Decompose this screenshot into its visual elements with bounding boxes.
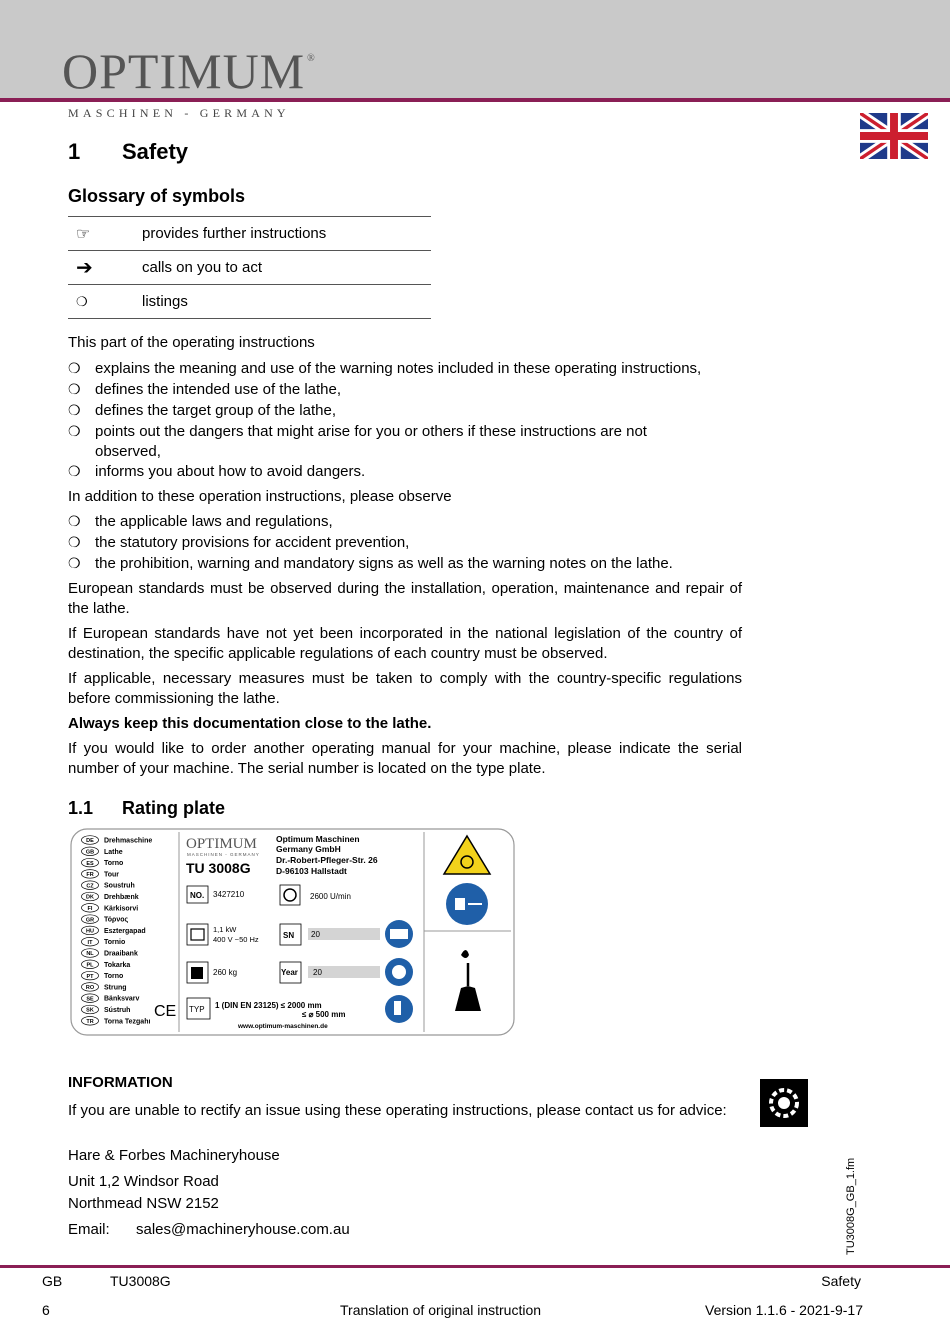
language-name: Drehbænk (104, 894, 139, 901)
list-item: ❍ points out the dangers that might arise for you or others if these instructions are not observed, (68, 423, 647, 460)
language-name: Sústruh (104, 1007, 131, 1014)
language-code: GB (85, 849, 95, 856)
language-code: FI (87, 906, 93, 912)
glossary-text: calls on you to act (142, 251, 431, 285)
circle-bullet-icon: ❍ (68, 285, 142, 319)
footer-rule (0, 1265, 950, 1268)
language-code: DK (86, 894, 94, 901)
hand-pointing-icon: ☞ (68, 217, 142, 251)
glossary-row (68, 251, 431, 285)
page-number: 6 (42, 1302, 50, 1318)
circle-bullet-icon: ❍ (68, 381, 81, 397)
list-item: ❍ defines the intended use of the lathe, (68, 381, 342, 398)
language-name: Draaibank (104, 950, 138, 958)
language-name: Τόρνος (104, 916, 129, 924)
plate-sn-label: SN (283, 931, 295, 940)
plate-typ-value: 1 (DIN EN 23125) ≤ 2000 mm (215, 1001, 322, 1010)
language-code: CZ (86, 883, 94, 890)
circle-bullet-icon: ❍ (68, 423, 81, 439)
information-heading: INFORMATION (68, 1074, 173, 1091)
brand-logo: OPTIMUM ® (62, 43, 316, 99)
list-item: ❍ the statutory provisions for accident prevention, (68, 534, 410, 551)
plate-url: www.optimum-maschinen.de (238, 1023, 328, 1030)
footer-model: TU3008G (110, 1273, 171, 1289)
language-name: Soustruh (104, 882, 135, 890)
language-code: ES (86, 860, 94, 867)
section-heading: 1 Safety (68, 139, 189, 164)
glossary-text: provides further instructions (142, 217, 431, 251)
plate-voltage: 400 V ~50 Hz (213, 935, 259, 944)
arrow-right-icon: ➔ (68, 251, 142, 285)
contact-email-row (68, 1220, 742, 1240)
email-label: Email: (68, 1221, 110, 1238)
plate-year-value: 20 (313, 968, 322, 977)
language-name: Torna Tezgahı (104, 1018, 151, 1026)
language-name: Tornio (104, 939, 126, 947)
plate-model: TU 3008G (186, 860, 251, 876)
plate-company-line: Optimum Maschinen (276, 834, 360, 844)
plate-company-line: Germany GmbH (276, 844, 341, 854)
plate-brand-sub: MASCHINEN - GERMANY (187, 852, 260, 857)
file-label: TU3008G_GB_1.fm (845, 1157, 857, 1255)
circle-bullet-icon: ❍ (68, 463, 81, 479)
language-code: GR (85, 917, 95, 924)
language-name: Tokarka (104, 961, 131, 969)
circle-bullet-icon: ❍ (68, 534, 81, 550)
footer-section: Safety (821, 1273, 861, 1289)
language-code: RO (85, 985, 95, 992)
plate-typ-value: ≤ ⌀ 500 mm (302, 1010, 346, 1019)
plate-power: 1,1 kW (213, 925, 237, 934)
language-code: SK (86, 1007, 94, 1014)
list-item: ❍ explains the meaning and use of the warning notes included in these operating instructions, (68, 360, 702, 377)
intro-text-2: In addition to these operation instructions, please observe (68, 488, 452, 505)
plate-typ-label: TYP (189, 1005, 205, 1014)
brand-tagline: MASCHINEN - GERMANY (68, 106, 290, 120)
language-name: Torno (104, 860, 124, 868)
plate-sn-value: 20 (311, 930, 320, 939)
circle-bullet-icon: ❍ (68, 360, 81, 376)
list-item: ❍ informs you about how to avoid dangers. (68, 463, 366, 480)
weight-icon (191, 967, 203, 979)
language-code: PT (86, 973, 94, 980)
language-name: Torno (104, 973, 124, 981)
language-code: IT (87, 939, 93, 946)
language-name: Tour (104, 871, 120, 879)
paragraph: If applicable, necessary measures must be taken to comply with the country-specific regulations before commissioning the lathe. (68, 670, 742, 707)
language-code: HU (86, 928, 94, 935)
plate-weight: 260 kg (213, 968, 238, 977)
circle-bullet-icon: ❍ (68, 513, 81, 529)
plate-company-line: Dr.-Robert-Pfleger-Str. 26 (276, 855, 378, 865)
subsection-heading: 1.1 Rating plate (68, 798, 226, 818)
language-code: TR (86, 1019, 94, 1025)
language-code: SE (86, 996, 94, 1003)
contact-company: Hare & Forbes Machineryhouse (68, 1147, 280, 1164)
uk-flag-icon (860, 113, 928, 159)
paragraph: If you would like to order another operating manual for your machine, please indicate the serial number of your machine. The serial number is located on the type plate. (68, 740, 742, 777)
paragraph: If European standards have not yet been incorporated in the national legislation of the country of destination, the specific applicable regulations of each country must be observed. (68, 625, 742, 662)
language-name: Lathe (104, 848, 123, 856)
plate-brand: OPTIMUM (186, 836, 257, 852)
list-item: ❍ the prohibition, warning and mandatory signs as well as the warning notes on the lathe. (68, 555, 673, 572)
plate-speed: 2600 U/min (310, 892, 351, 901)
bold-note: Always keep this documentation close to the lathe. (68, 715, 432, 732)
plate-company-line: D-96103 Hallstadt (276, 866, 347, 876)
circle-bullet-icon: ❍ (68, 402, 81, 418)
language-name: Kärkisorvi (104, 905, 139, 913)
plate-year-label: Year (281, 968, 298, 977)
glossary-row (68, 217, 431, 251)
language-name: Bänksvarv (104, 995, 140, 1003)
intro-text: This part of the operating instructions (68, 334, 315, 351)
language-code: DE (86, 838, 94, 845)
gear-icon (760, 1079, 808, 1127)
paragraph: European standards must be observed during the installation, operation, maintenance and repair of the lathe. (68, 580, 742, 617)
glossary-text: listings (142, 285, 431, 319)
glossary-row (68, 285, 431, 319)
language-code: FR (86, 872, 94, 879)
plate-no-value: 3427210 (213, 890, 245, 899)
information-text: If you are unable to rectify an issue using these operating instructions, please contact us for advice: (68, 1102, 727, 1119)
email-value[interactable]: sales@machineryhouse.com.au (136, 1221, 350, 1238)
language-code: PL (86, 962, 94, 969)
glossary-heading: Glossary of symbols (68, 186, 246, 206)
contact-address: Northmead NSW 2152 (68, 1195, 219, 1212)
list-item: ❍ the applicable laws and regulations, (68, 513, 333, 530)
plate-ce: CE (154, 1003, 177, 1020)
language-name: Strung (104, 984, 127, 992)
language-name: Esztergapad (104, 927, 146, 935)
language-code: NL (86, 951, 94, 958)
rating-plate (70, 828, 515, 1036)
footer-version: Version 1.1.6 - 2021-9-17 (705, 1302, 863, 1318)
language-name: Drehmaschine (104, 837, 153, 845)
circle-bullet-icon: ❍ (68, 555, 81, 571)
contact-address: Unit 1,2 Windsor Road (68, 1173, 219, 1190)
plate-no-label: NO. (190, 891, 205, 900)
list-item: ❍ defines the target group of the lathe, (68, 402, 337, 419)
footer-lang: GB (42, 1273, 63, 1289)
glossary-table (68, 216, 431, 319)
footer-center: Translation of original instruction (340, 1302, 542, 1318)
